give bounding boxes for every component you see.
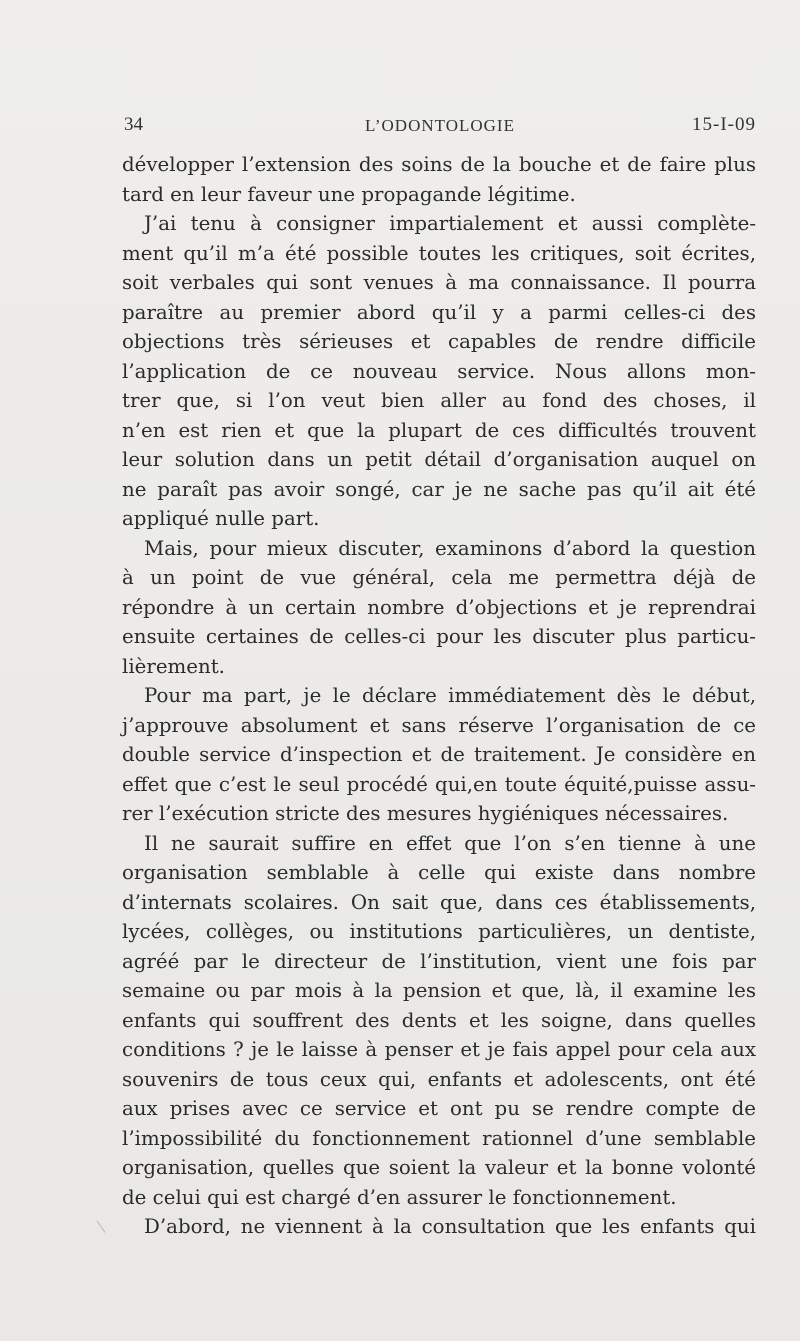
text-line: l’application de ce nouveau service. Nous allons mon- xyxy=(122,359,756,383)
text-line: semaine ou par mois à la pension et que, là, il examine les xyxy=(122,979,756,1002)
text-line: rer l’exécution stricte des mesures hygiéniques nécessaires. xyxy=(122,802,729,825)
text-line: l’impossibilité du fonctionnement rationnel d’une semblable xyxy=(122,1126,756,1150)
text-line: paraître au premier abord qu’il y a parmi celles-ci des xyxy=(122,300,756,324)
text-line: d’internats scolaires. On sait que, dans ces établissements, xyxy=(122,890,756,914)
text-line: effet que c’est le seul procédé qui,en toute équité,puisse assu- xyxy=(122,772,756,796)
text-line: organisation semblable à celle qui existe dans nombre xyxy=(122,861,756,884)
journal-title: L’ODONTOLOGIE xyxy=(365,116,515,135)
text-line: ment qu’il m’a été possible toutes les critiques, soit écrites, xyxy=(122,241,756,265)
text-line: ne paraît pas avoir songé, car je ne sache pas qu’il ait été xyxy=(122,477,756,501)
text-line: n’en est rien et que la plupart de ces difficultés trouvent xyxy=(122,418,756,442)
text-line: objections très sérieuses et capables de rendre difficile xyxy=(122,330,756,353)
text-line: tard en leur faveur une propagande légitime. xyxy=(122,182,576,206)
text-line: souvenirs de tous ceux qui, enfants et adolescents, ont été xyxy=(122,1067,756,1091)
text-line: de celui qui est chargé d’en assurer le fonctionnement. xyxy=(122,1185,677,1209)
issue-date: 15-I-09 xyxy=(692,114,756,135)
text-line: ensuite certaines de celles-ci pour les discuter plus particu- xyxy=(122,625,756,648)
running-head xyxy=(124,114,756,144)
text-line: lièrement. xyxy=(122,654,225,678)
text-line: soit verbales qui sont venues à ma connaissance. Il pourra xyxy=(122,271,756,294)
text-line: j’approuve absolument et sans réserve l’organisation de ce xyxy=(122,713,756,737)
text-line: lycées, collèges, ou institutions particulières, un dentiste, xyxy=(122,920,756,943)
text-line: Pour ma part, je le déclare immédiatement dès le début, xyxy=(144,684,756,707)
text-line: développer l’extension des soins de la bouche et de faire plus xyxy=(122,153,756,176)
text-line: Il ne saurait suffire en effet que l’on s’en tienne à une xyxy=(144,831,756,855)
text-line: J’ai tenu à consigner impartialement et aussi complète- xyxy=(144,212,756,235)
text-line: conditions ? je le laisse à penser et je fais appel pour cela aux xyxy=(122,1038,756,1061)
margin-mark xyxy=(97,1217,111,1232)
text-line: organisation, quelles que soient la valeur et la bonne volonté xyxy=(122,1156,756,1179)
text-line: aux prises avec ce service et ont pu se rendre compte de xyxy=(122,1097,756,1120)
text-line: leur solution dans un petit détail d’organisation auquel on xyxy=(122,448,756,471)
text-line: D’abord, ne viennent à la consultation que les enfants qui xyxy=(144,1215,756,1238)
text-line: double service d’inspection et de traitement. Je considère en xyxy=(122,743,756,766)
text-line: agréé par le directeur de l’institution, vient une fois par xyxy=(122,949,756,973)
body-text xyxy=(122,150,756,1242)
text-line: trer que, si l’on veut bien aller au fond des choses, il xyxy=(122,389,756,412)
text-line: Mais, pour mieux discuter, examinons d’abord la question xyxy=(144,536,756,560)
text-line: répondre à un certain nombre d’objections et je reprendrai xyxy=(122,595,756,619)
text-line: à un point de vue général, cela me permettra déjà de xyxy=(122,566,756,589)
page-number: 34 xyxy=(124,114,143,135)
text-line: appliqué nulle part. xyxy=(122,507,320,530)
text-line: enfants qui souffrent des dents et les soigne, dans quelles xyxy=(122,1008,756,1032)
